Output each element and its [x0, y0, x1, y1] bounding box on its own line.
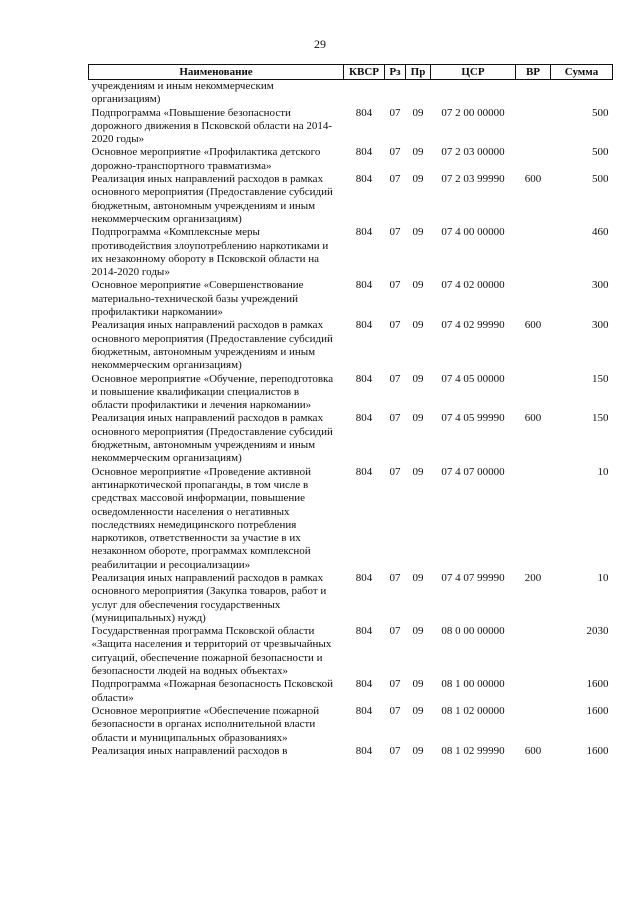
- header-pr: Пр: [406, 65, 431, 80]
- cell-pr: 09: [412, 279, 424, 292]
- cell-csr: [431, 80, 516, 107]
- cell-csr: 08 1 00 00000: [441, 678, 505, 691]
- table-row: [89, 678, 613, 705]
- cell-sum: 460: [592, 226, 609, 239]
- cell-sum: 150: [592, 412, 609, 425]
- table-row: [89, 279, 613, 319]
- cell-rz: [385, 80, 406, 107]
- cell-name: Основное мероприятие «Обеспечение пожарной безопасности в органах исполнительной власти области и муниципальных образованиях»: [91, 704, 320, 744]
- cell-vr: [516, 279, 551, 319]
- cell-vr: 600: [524, 412, 542, 425]
- table-row: [89, 625, 613, 678]
- cell-rz: 07: [389, 146, 401, 159]
- cell-rz: 07: [389, 678, 401, 691]
- table-header-row: [89, 65, 613, 80]
- cell-kvsr: 804: [355, 372, 373, 385]
- cell-rz: 07: [389, 704, 401, 717]
- cell-name: Основное мероприятие «Проведение активной антинаркотической пропаганды, в том числе в средствах массовой информации, повышение осведомленности населения о негативных последствиях немедицинского потребления наркотиков, ответственности за участие в их незаконном обороте, программах комплексной реабилитации и ресоциализации»: [91, 465, 312, 571]
- cell-vr: [516, 705, 551, 745]
- cell-pr: 09: [412, 146, 424, 159]
- cell-pr: 09: [412, 173, 424, 186]
- cell-vr: [516, 107, 551, 147]
- cell-csr: 07 4 07 99990: [441, 571, 505, 584]
- cell-sum: 500: [592, 146, 609, 159]
- page-number: 29: [314, 37, 326, 51]
- cell-kvsr: 804: [355, 704, 373, 717]
- cell-name: Подпрограмма «Комплексные меры противодействия злоупотреблению наркотиками и их незаконному обороту в Псковской области на 2014-2020 годы»: [91, 226, 329, 279]
- cell-name: Реализация иных направлений расходов в рамках основного мероприятия (Предоставление субсидий бюджетным, автономным учреждениям и иным некоммерческим организациям): [91, 412, 333, 465]
- table-row: [89, 226, 613, 279]
- cell-pr: 09: [412, 226, 424, 239]
- cell-sum: 500: [592, 106, 609, 119]
- cell-name: Основное мероприятие «Обучение, переподготовка и повышение квалификации специалистов в области профилактики и лечения наркомании»: [91, 372, 334, 412]
- cell-name: Основное мероприятие «Профилактика детского дорожно-транспортного травматизма»: [91, 146, 321, 172]
- cell-rz: 07: [389, 372, 401, 385]
- cell-kvsr: 804: [355, 173, 373, 186]
- cell-kvsr: [344, 80, 385, 107]
- cell-kvsr: 804: [355, 625, 373, 638]
- cell-vr: 200: [524, 571, 542, 584]
- cell-pr: 09: [412, 571, 424, 584]
- cell-pr: 09: [412, 319, 424, 332]
- cell-name: учреждениям и иным некоммерческим организациям): [91, 80, 274, 106]
- cell-kvsr: 804: [355, 678, 373, 691]
- cell-kvsr: 804: [355, 106, 373, 119]
- cell-vr: [516, 373, 551, 413]
- cell-csr: 07 2 03 00000: [441, 146, 505, 159]
- cell-vr: [516, 146, 551, 173]
- cell-vr: [516, 466, 551, 572]
- cell-rz: 07: [389, 106, 401, 119]
- cell-csr: 07 2 03 99990: [441, 173, 505, 186]
- table-row: [89, 173, 613, 226]
- cell-kvsr: 804: [355, 412, 373, 425]
- table-row: [89, 572, 613, 625]
- cell-name: Подпрограмма «Пожарная безопасность Псковской области»: [91, 678, 334, 704]
- cell-vr: [516, 678, 551, 705]
- cell-csr: 08 0 00 00000: [441, 625, 505, 638]
- table-row: [89, 80, 613, 107]
- cell-name: Основное мероприятие «Совершенствование материально-технической базы учреждений профилактики наркомании»: [91, 279, 304, 319]
- cell-pr: [406, 80, 431, 107]
- cell-rz: 07: [389, 465, 401, 478]
- cell-sum: 150: [592, 372, 609, 385]
- cell-name: Государственная программа Псковской области «Защита населения и территорий от чрезвычайных ситуаций, обеспечение пожарной безопасности и безопасности людей на водных объектах»: [91, 625, 332, 678]
- header-vr: ВР: [516, 65, 551, 80]
- cell-rz: 07: [389, 412, 401, 425]
- cell-rz: 07: [389, 319, 401, 332]
- cell-csr: 07 2 00 00000: [441, 106, 505, 119]
- table-row: [89, 705, 613, 745]
- cell-sum: 10: [597, 571, 609, 584]
- cell-name: Реализация иных направлений расходов в рамках основного мероприятия (Предоставление субсидий бюджетным, автономным учреждениям и иным некоммерческим организациям): [91, 173, 333, 225]
- table-row: [89, 373, 613, 413]
- cell-sum: 1600: [586, 744, 609, 757]
- cell-pr: 09: [412, 372, 424, 385]
- cell-pr: 09: [412, 106, 424, 119]
- cell-rz: 07: [389, 571, 401, 584]
- table-row: [89, 146, 613, 173]
- cell-sum: 2030: [586, 625, 609, 638]
- cell-rz: 07: [389, 279, 401, 292]
- cell-pr: 09: [412, 625, 424, 638]
- cell-sum: 10: [597, 465, 609, 478]
- cell-rz: 07: [389, 625, 401, 638]
- cell-sum: 300: [592, 279, 609, 292]
- cell-rz: 07: [389, 173, 401, 186]
- cell-kvsr: 804: [355, 571, 373, 584]
- budget-table: [88, 64, 613, 758]
- header-sum: Сумма: [551, 65, 613, 80]
- header-name: Наименование: [89, 65, 344, 80]
- table-row: [89, 745, 613, 758]
- cell-pr: 09: [412, 412, 424, 425]
- cell-pr: 09: [412, 465, 424, 478]
- cell-vr: [516, 80, 551, 107]
- table-row: [89, 412, 613, 465]
- cell-name: Реализация иных направлений расходов в: [91, 744, 288, 757]
- cell-vr: 600: [524, 744, 542, 757]
- cell-kvsr: 804: [355, 226, 373, 239]
- cell-vr: 600: [524, 173, 542, 186]
- header-rz: Рз: [385, 65, 406, 80]
- cell-sum: 1600: [586, 678, 609, 691]
- cell-kvsr: 804: [355, 279, 373, 292]
- cell-pr: 09: [412, 678, 424, 691]
- table-row: [89, 107, 613, 147]
- cell-vr: [516, 625, 551, 678]
- cell-csr: 07 4 07 00000: [441, 465, 505, 478]
- cell-rz: 07: [389, 226, 401, 239]
- cell-csr: 08 1 02 99990: [441, 744, 505, 757]
- cell-kvsr: 804: [355, 146, 373, 159]
- cell-csr: 07 4 00 00000: [441, 226, 505, 239]
- cell-csr: 07 4 05 99990: [441, 412, 505, 425]
- cell-pr: 09: [412, 744, 424, 757]
- cell-name: Реализация иных направлений расходов в рамках основного мероприятия (Предоставление субсидий бюджетным, автономным учреждениям и иным некоммерческим организациям): [91, 319, 333, 372]
- cell-csr: 07 4 02 99990: [441, 319, 505, 332]
- cell-csr: 08 1 02 00000: [441, 704, 505, 717]
- cell-csr: 07 4 05 00000: [441, 372, 505, 385]
- cell-csr: 07 4 02 00000: [441, 279, 505, 292]
- header-csr: ЦСР: [431, 65, 516, 80]
- cell-pr: 09: [412, 704, 424, 717]
- header-kvsr: КВСР: [344, 65, 385, 80]
- cell-vr: 600: [524, 319, 542, 332]
- cell-rz: 07: [389, 744, 401, 757]
- cell-name: Подпрограмма «Повышение безопасности дорожного движения в Псковской области на 2014-2020 годы»: [91, 106, 333, 146]
- cell-sum: 500: [592, 173, 609, 186]
- cell-sum: 300: [592, 319, 609, 332]
- cell-kvsr: 804: [355, 319, 373, 332]
- cell-sum: [551, 80, 613, 107]
- cell-vr: [516, 226, 551, 279]
- table-row: [89, 319, 613, 372]
- cell-kvsr: 804: [355, 465, 373, 478]
- table-row: [89, 466, 613, 572]
- cell-name: Реализация иных направлений расходов в рамках основного мероприятия (Закупка товаров, работ и услуг для обеспечения государственных (муниципальных) нужд): [91, 571, 327, 624]
- table-body: [89, 80, 613, 759]
- cell-sum: 1600: [586, 704, 609, 717]
- cell-kvsr: 804: [355, 744, 373, 757]
